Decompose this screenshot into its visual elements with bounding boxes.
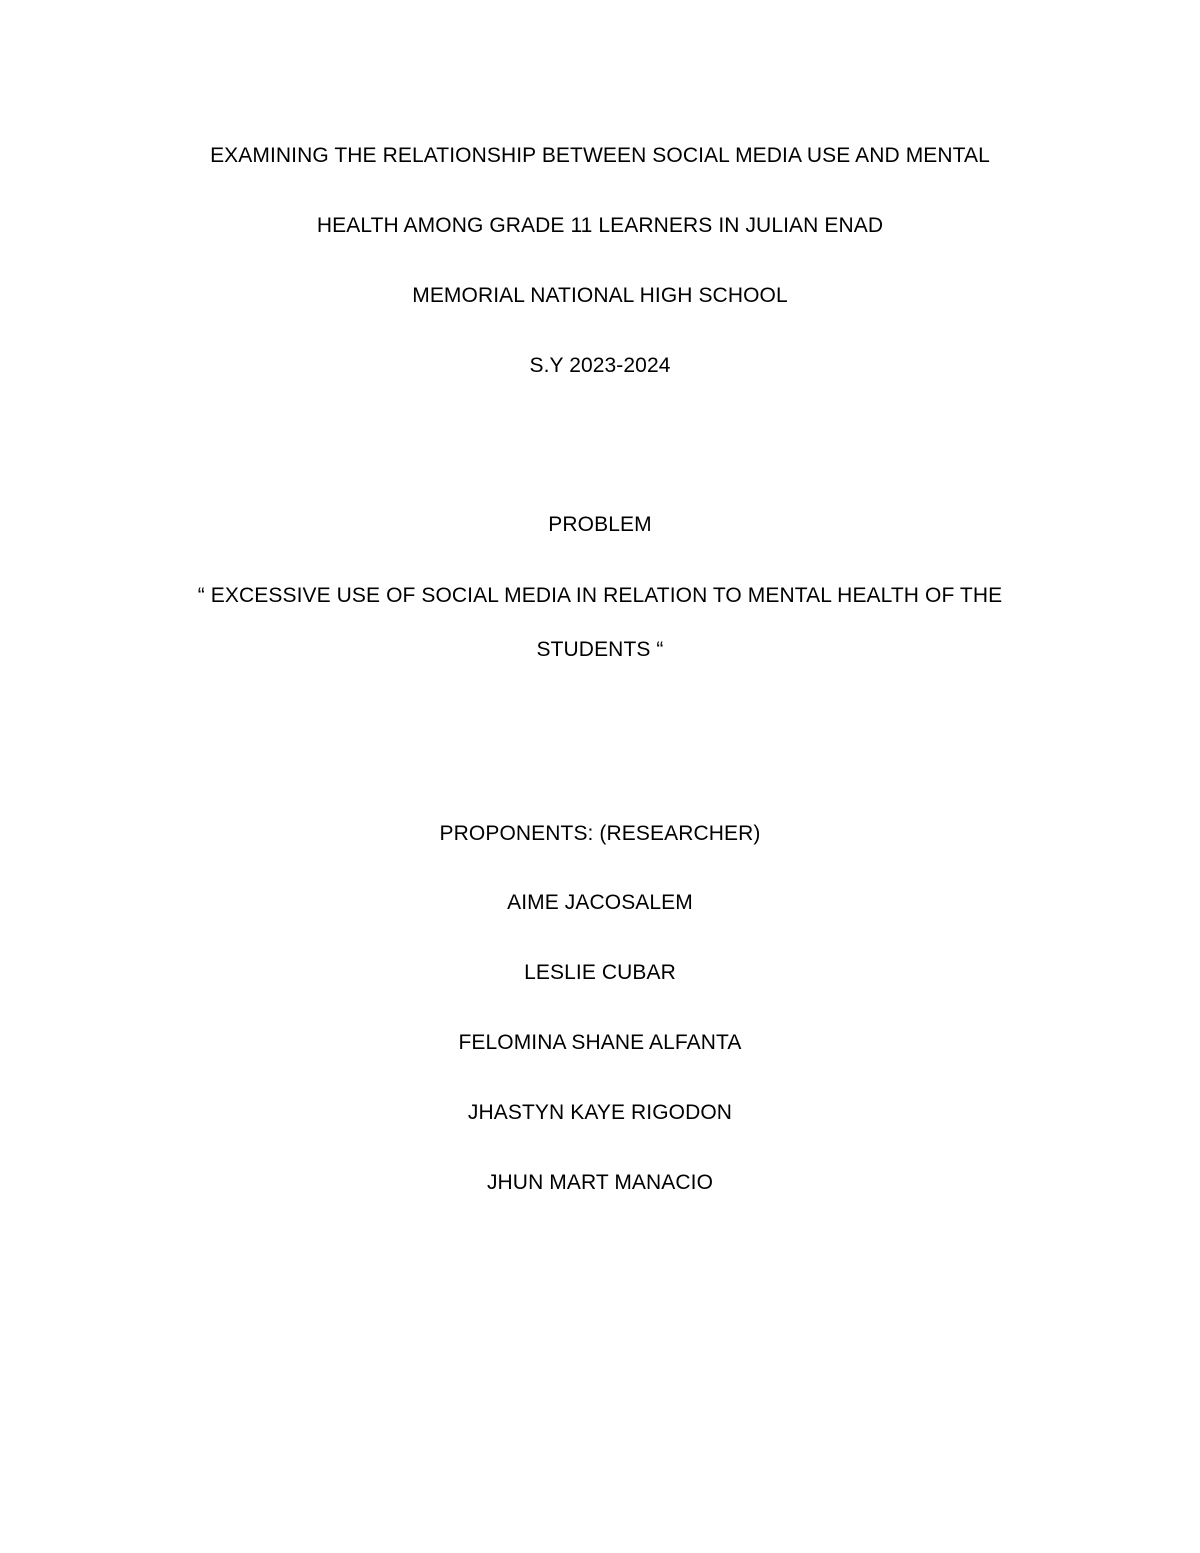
- school-year: S.Y 2023-2024: [529, 354, 671, 377]
- proponents-heading: PROPONENTS: (RESEARCHER): [439, 822, 761, 845]
- problem-statement-line-2: STUDENTS “: [536, 638, 664, 661]
- title-line-1: EXAMINING THE RELATIONSHIP BETWEEN SOCIAL MEDIA USE AND MENTAL: [210, 144, 990, 167]
- proponent-name: JHASTYN KAYE RIGODON: [467, 1101, 733, 1124]
- title-line-3: MEMORIAL NATIONAL HIGH SCHOOL: [412, 284, 788, 307]
- problem-heading: PROBLEM: [548, 513, 652, 536]
- proponent-name: AIME JACOSALEM: [507, 891, 693, 914]
- proponent-name: FELOMINA SHANE ALFANTA: [458, 1031, 742, 1054]
- proponent-name: JHUN MART MANACIO: [486, 1171, 714, 1194]
- proponent-name: LESLIE CUBAR: [524, 961, 676, 984]
- title-line-2: HEALTH AMONG GRADE 11 LEARNERS IN JULIAN ENAD: [316, 214, 884, 237]
- problem-statement-line-1: “ EXCESSIVE USE OF SOCIAL MEDIA IN RELATION TO MENTAL HEALTH OF THE: [197, 584, 1003, 607]
